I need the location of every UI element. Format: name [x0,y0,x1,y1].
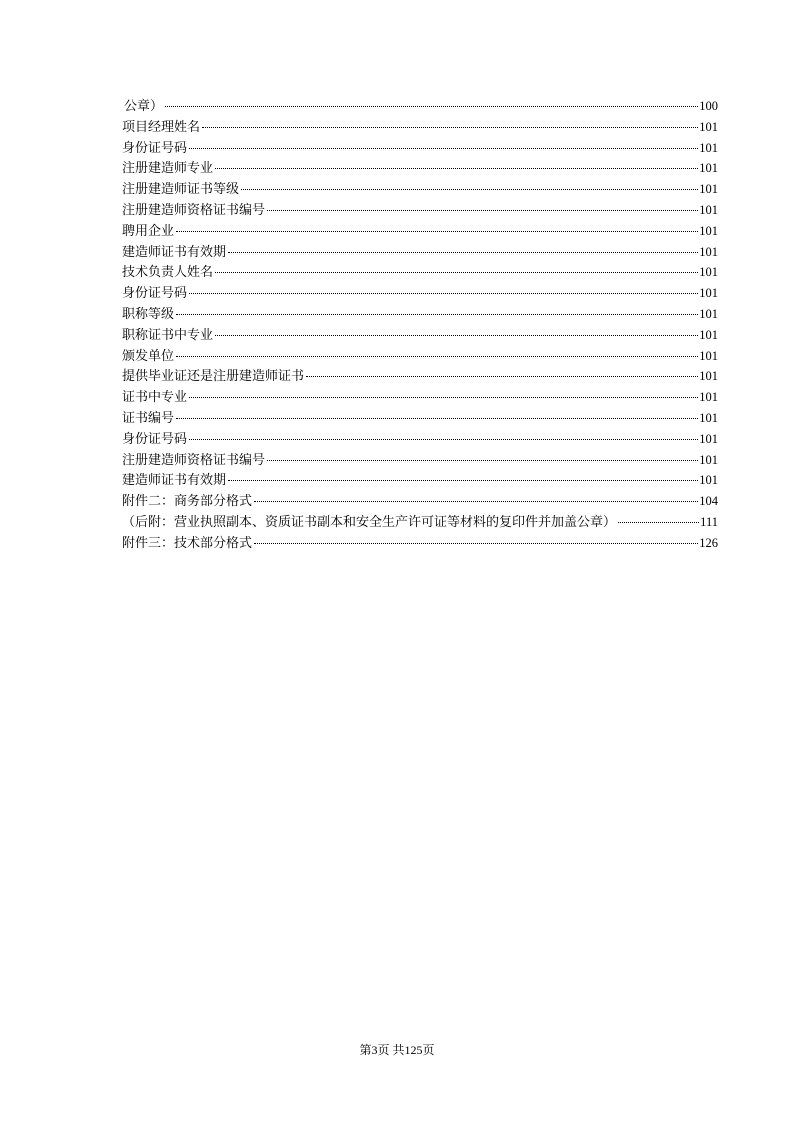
toc-entry[interactable] [122,387,718,408]
toc-dot-leader [306,376,698,377]
table-of-contents [122,96,718,554]
toc-page-number: 101 [699,182,718,197]
toc-entry-title: 身份证号码 [122,431,188,447]
toc-page-number: 111 [700,514,718,529]
toc-entry[interactable] [122,512,718,533]
toc-entry[interactable] [122,533,718,554]
toc-page-number: 101 [699,306,718,321]
toc-dot-leader [228,252,698,253]
toc-dot-leader [215,335,698,336]
toc-entry[interactable] [122,283,718,304]
toc-page-number: 101 [699,348,718,363]
toc-entry[interactable] [124,96,718,117]
toc-entry-title: 注册建造师专业 [122,161,214,177]
toc-entry[interactable] [122,117,718,138]
toc-dot-leader [267,460,698,461]
toc-entry-title: 建造师证书有效期 [122,244,227,260]
toc-dot-leader [215,272,698,273]
toc-entry[interactable] [122,408,718,429]
toc-entry[interactable] [122,262,718,283]
toc-entry-title: 提供毕业证还是注册建造师证书 [122,369,305,385]
toc-entry[interactable] [122,366,718,387]
toc-entry[interactable] [122,325,718,346]
toc-page-number: 104 [699,494,718,509]
toc-page-number: 101 [699,431,718,446]
toc-dot-leader [618,522,699,523]
toc-page-number: 101 [699,223,718,238]
toc-entry[interactable] [122,179,718,200]
toc-entry-title: 项目经理姓名 [122,119,201,135]
toc-dot-leader [254,501,698,502]
toc-entry[interactable] [122,429,718,450]
page-footer: 第3页 共125页 [359,1043,435,1057]
toc-entry[interactable] [122,304,718,325]
toc-entry[interactable] [122,491,718,512]
toc-dot-leader [241,189,698,190]
toc-entry-title: 技术负责人姓名 [122,265,214,281]
toc-entry-title: （后附：营业执照副本、资质证书副本和安全生产许可证等材料的复印件并加盖公章） [122,514,617,530]
toc-entry-title: 证书中专业 [122,390,188,406]
toc-page-number: 101 [699,202,718,217]
toc-dot-leader [189,293,698,294]
toc-page-number: 101 [699,327,718,342]
toc-entry-title: 颁发单位 [122,348,175,364]
toc-page-number: 101 [699,140,718,155]
toc-dot-leader [267,210,698,211]
toc-page-number: 101 [699,286,718,301]
toc-entry-title: 附件三：技术部分格式 [122,535,253,551]
toc-entry-title: 注册建造师资格证书编号 [122,202,266,218]
toc-dot-leader [189,397,698,398]
toc-dot-leader [176,356,698,357]
toc-entry-title: 建造师证书有效期 [122,473,227,489]
toc-entry[interactable] [122,346,718,367]
toc-entry-title: 注册建造师证书等级 [122,182,240,198]
toc-entry[interactable] [122,242,718,263]
toc-entry-title: 身份证号码 [122,140,188,156]
toc-page-number: 101 [699,390,718,405]
toc-page-number: 101 [699,161,718,176]
toc-dot-leader [202,127,698,128]
toc-page-number: 101 [699,265,718,280]
toc-page-number: 101 [699,119,718,134]
toc-entry-title: 附件二：商务部分格式 [122,494,253,510]
toc-entry[interactable] [122,221,718,242]
toc-entry-title: 证书编号 [122,410,175,426]
toc-entry[interactable] [122,450,718,471]
toc-entry-title: 公章） [124,99,164,114]
toc-entry-title: 职称等级 [122,306,175,322]
toc-dot-leader [215,168,698,169]
toc-dot-leader [228,480,698,481]
toc-page-number: 100 [699,99,718,113]
toc-dot-leader [189,148,698,149]
toc-entry[interactable] [122,200,718,221]
toc-dot-leader [176,231,698,232]
toc-page-number: 101 [699,369,718,384]
toc-dot-leader [176,314,698,315]
toc-entry-title: 职称证书中专业 [122,327,214,343]
toc-page-number: 101 [699,410,718,425]
toc-entry[interactable] [122,158,718,179]
toc-entry-title: 身份证号码 [122,286,188,302]
toc-dot-leader [254,543,698,544]
toc-dot-leader [176,418,698,419]
toc-entry[interactable] [122,470,718,491]
toc-dot-leader [165,106,698,107]
toc-dot-leader [189,439,698,440]
toc-page-number: 126 [699,535,718,550]
toc-entry-title: 聘用企业 [122,223,175,239]
toc-entry-title: 注册建造师资格证书编号 [122,452,266,468]
toc-page-number: 101 [699,244,718,259]
toc-entry[interactable] [122,138,718,159]
toc-page-number: 101 [699,452,718,467]
toc-page-number: 101 [699,473,718,488]
